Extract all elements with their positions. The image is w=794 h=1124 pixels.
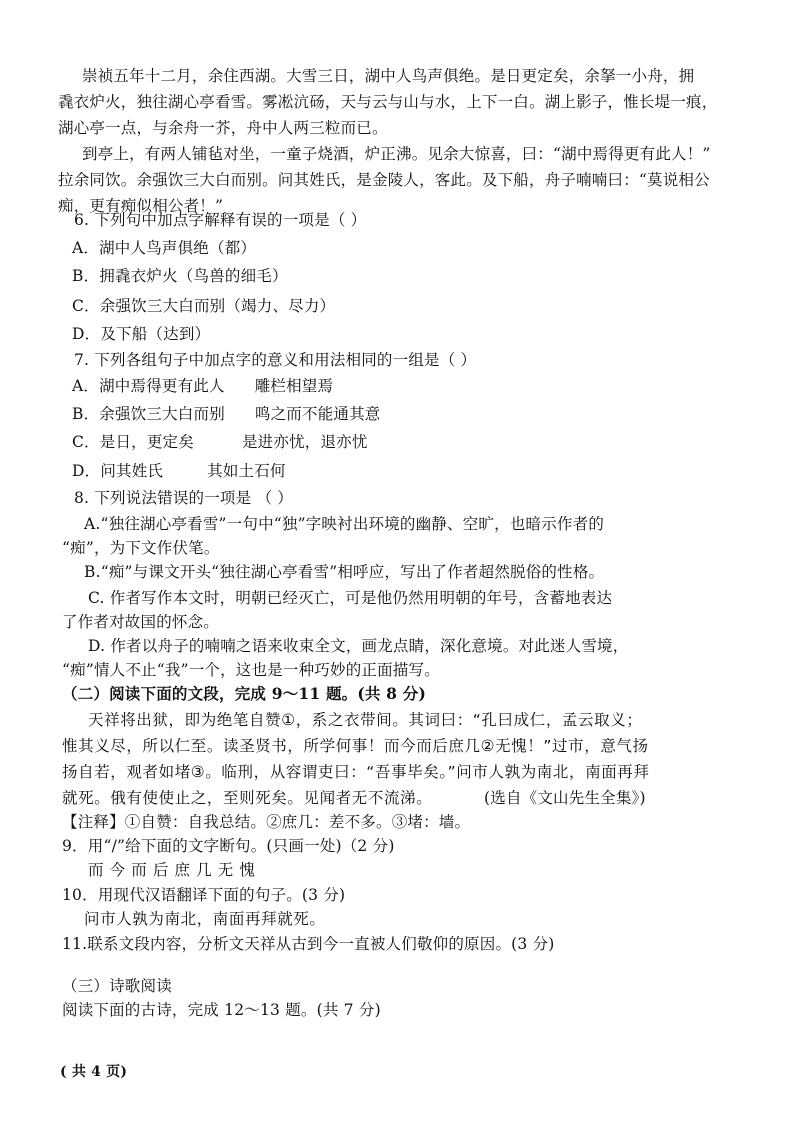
section2-heading: （二）阅读下面的文段，完成 9～11 题。(共 8 分)	[62, 684, 426, 703]
section2-passage-line-1: 天祥将出狱，即为绝笔自赞①，系之衣带间。其词曰：“孔曰成仁，孟云取义；	[88, 711, 643, 729]
q7-option-b	[72, 404, 381, 424]
q7-option-b-right: 鸣之而不能通其意	[254, 405, 381, 423]
passage1-line-5: 拉余同饮。余强饮三大白而别。问其姓氏，是金陵人，客此。及下船，舟子喃喃曰：“莫说相公	[58, 171, 710, 189]
q9-text: 而 今 而 后 庶 几 无 愧	[88, 861, 256, 879]
passage1-line-2: 毳衣炉火，独往湖心亭看雪。雾凇沆砀，天与云与山与水，上下一白。湖上影子，惟长堤一痕，	[58, 93, 718, 111]
q8-line-4: C. 作者写作本文时，明朝已经灭亡，可是他仍然用明朝的年号，含蓄地表达	[88, 589, 613, 607]
passage1-line-1: 崇祯五年十二月，余住西湖。大雪三日，湖中人鸟声俱绝。是日更定矣，余拏一小舟，拥	[82, 67, 695, 85]
q8-line-3: B.“痴”与课文开头“独往湖心亭看雪”相呼应，写出了作者超然脱俗的性格。	[84, 563, 605, 581]
section3-intro: 阅读下面的古诗，完成 12～13 题。(共 7 分)	[62, 1001, 381, 1019]
q7-option-c-right: 是进亦忧，退亦忧	[241, 433, 368, 451]
q7-option-d-left: D．问其姓氏	[72, 462, 164, 480]
q7-option-d-right: 其如土石何	[207, 462, 286, 480]
q7-option-c	[72, 432, 368, 452]
q11-stem: 11.联系文段内容，分析文天祥从古到今一直被人们敬仰的原因。(3 分)	[62, 935, 555, 953]
q8-line-7: “痴”情人不止“我”一个，这也是一种巧妙的正面描写。	[62, 661, 440, 679]
q6-option-a: A．湖中人鸟声俱绝（都）	[72, 239, 257, 257]
q7-option-a-right: 雕栏相望焉	[254, 377, 334, 395]
q8-line-1: A.“独往湖心亭看雪”一句中“独”字映衬出环境的幽静、空旷，也暗示作者的	[84, 515, 605, 533]
q10-text: 问市人孰为南北，南面再拜就死。	[84, 910, 326, 928]
q7-option-a	[72, 376, 333, 396]
q7-option-b-left: B．余强饮三大白而别	[72, 405, 225, 423]
section2-note: 【注释】①自赞：自我总结。②庶几：差不多。③堵：墙。	[62, 813, 471, 831]
section2-passage-line-3: 扬自若，观者如堵③。临刑，从容谓吏曰：“吾事毕矣。”问市人孰为南北，南面再拜	[62, 763, 650, 781]
passage1-line-3: 湖心亭一点，与余舟一芥，舟中人两三粒而已。	[58, 119, 388, 137]
q6-stem: 6. 下列句中加点字解释有误的一项是（ ）	[74, 211, 367, 229]
page-footer: ( 共 4 页)	[60, 1064, 128, 1080]
q10-stem: 10．用现代汉语翻译下面的句子。(3 分)	[62, 886, 346, 904]
section2-source: (选自《文山先生全集》)	[484, 789, 646, 807]
q8-line-2: “痴”，为下文作伏笔。	[62, 539, 220, 557]
q6-option-c: C．余强饮三大白而别（竭力、尽力）	[72, 297, 336, 315]
section3-heading: （三）诗歌阅读	[62, 977, 172, 995]
q8-line-6: D. 作者以舟子的喃喃之语来收束全文，画龙点睛，深化意境。对此迷人雪境，	[88, 637, 629, 655]
passage1-line-6: 痴，更有痴似相公者！”	[58, 197, 224, 215]
passage1-line-4: 到亭上，有两人铺毡对坐，一童子烧酒，炉正沸。见余大惊喜，曰：“湖中焉得更有此人！”	[82, 145, 711, 163]
q8-line-5: 了作者对故国的怀念。	[62, 613, 220, 631]
q6-option-d: D．及下船（达到）	[72, 325, 211, 343]
section2-passage-line-2: 惟其义尽，所以仁至。读圣贤书，所学何事！而今而后庶几②无愧！”过市，意气扬	[62, 737, 649, 755]
q7-option-d	[72, 461, 286, 481]
q8-stem: 8. 下列说法错误的一项是 （ ）	[74, 489, 293, 507]
q6-option-b: B．拥毳衣炉火（鸟兽的细毛）	[72, 267, 288, 285]
q7-stem: 7. 下列各组句子中加点字的意义和用法相同的一组是（ ）	[74, 351, 477, 369]
q7-option-c-left: C．是日，更定矣	[72, 433, 194, 451]
q7-option-a-left: A．湖中焉得更有此人	[72, 377, 225, 395]
q9-stem: 9．用“/”给下面的文字断句。(只画一处)（2 分)	[62, 837, 395, 855]
section2-passage-line-4: 就死。俄有使使止之，至则死矣。见闻者无不流涕。	[62, 789, 433, 807]
